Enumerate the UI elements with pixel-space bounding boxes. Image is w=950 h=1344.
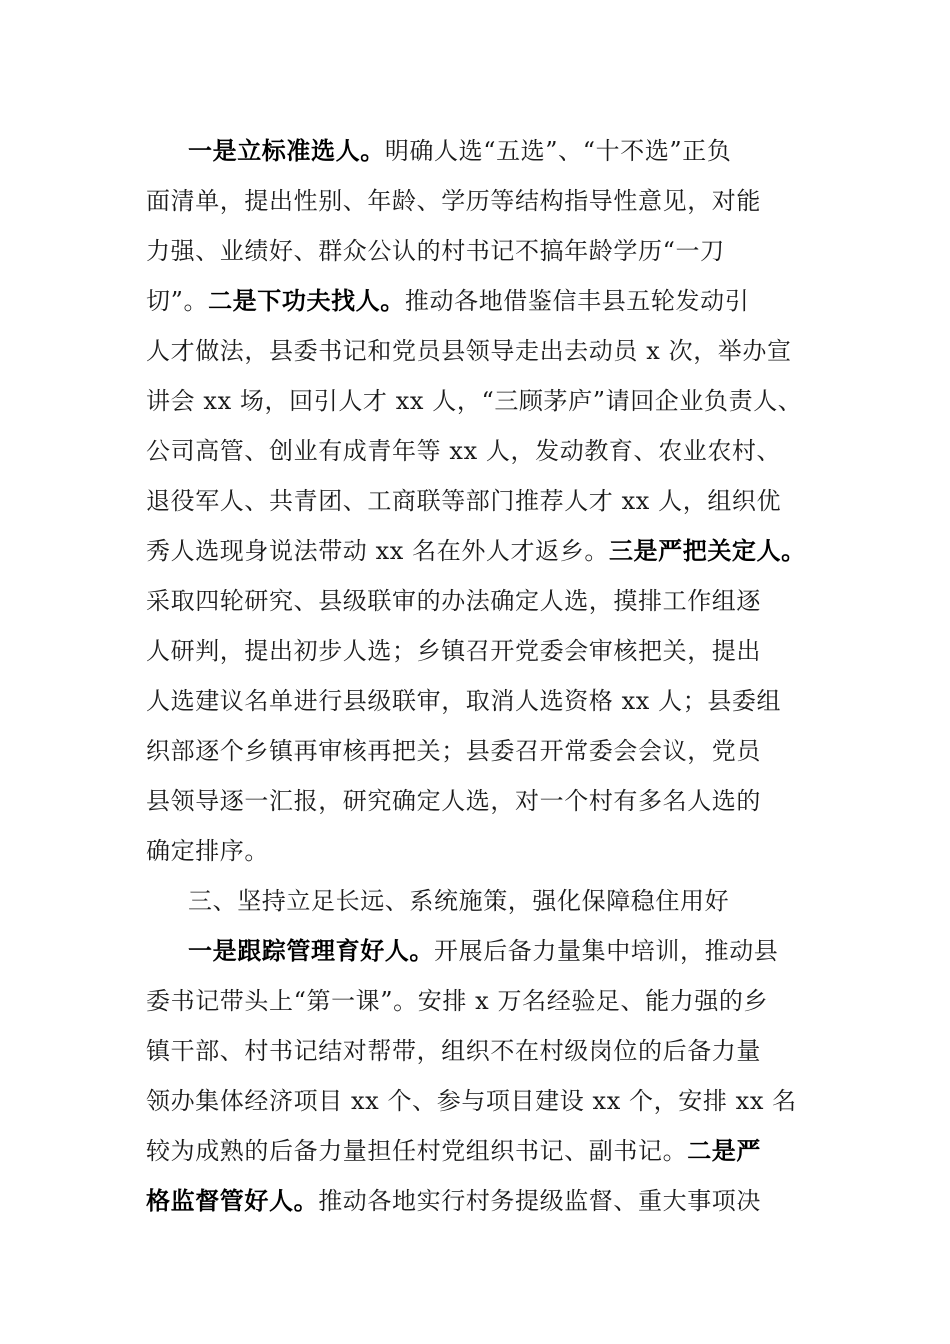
text-run: 推动各地实行村务提级监督、重大事项决 xyxy=(318,1187,762,1215)
paragraph-line xyxy=(146,1181,761,1221)
paragraph-line xyxy=(146,181,761,221)
paragraph-line xyxy=(146,381,802,421)
section-heading xyxy=(188,881,729,921)
paragraph-line xyxy=(146,631,761,671)
text-run: 较为成熟的后备力量担任村党组织书记、副书记。 xyxy=(146,1137,688,1165)
text-run: 织部逐个乡镇再审核再把关；县委召开常委会会议，党员 xyxy=(146,737,761,765)
text-run: 人选建议名单进行县级联审，取消人选资格 xx 人；县委组 xyxy=(146,687,782,715)
paragraph-line xyxy=(146,1081,797,1121)
paragraph-line xyxy=(146,481,781,521)
paragraph-line xyxy=(146,431,781,471)
paragraph-line xyxy=(146,831,269,871)
text-run: 秀人选现身说法带动 xx 名在外人才返乡。 xyxy=(146,537,609,565)
text-run: 县领导逐一汇报，研究确定人选，对一个村有多名人选的 xyxy=(146,787,761,815)
paragraph-line xyxy=(146,331,792,371)
bold-heading: 三是严把关定人。 xyxy=(608,537,806,565)
text-run: 委书记带头上“第一课”。安排 x 万名经验足、能力强的乡 xyxy=(146,987,769,1015)
text-run: 面清单，提出性别、年龄、学历等结构指导性意见，对能 xyxy=(146,187,761,215)
paragraph-line xyxy=(188,131,732,171)
paragraph-line xyxy=(146,531,806,571)
paragraph-line xyxy=(146,581,761,621)
text-run: 明确人选“五选”、“十不选”正负 xyxy=(384,137,732,165)
text-run: 切”。 xyxy=(146,287,209,315)
text-run: 力强、业绩好、群众公认的村书记不搞年龄学历“一刀 xyxy=(146,237,725,265)
paragraph-line xyxy=(146,231,725,271)
paragraph-line xyxy=(146,681,781,721)
text-run: 镇干部、村书记结对帮带，组织不在村级岗位的后备力量 xyxy=(146,1037,761,1065)
bold-heading: 二是严 xyxy=(687,1137,762,1165)
text-run: 三、坚持立足长远、系统施策，强化保障稳住用好 xyxy=(188,887,730,915)
paragraph-line xyxy=(146,281,749,321)
paragraph-line xyxy=(146,981,768,1021)
paragraph-line xyxy=(146,1131,761,1171)
text-run: 开展后备力量集中培训，推动县 xyxy=(434,937,779,965)
text-run: 确定排序。 xyxy=(146,837,269,865)
paragraph-line xyxy=(188,931,778,971)
text-run: 退役军人、共青团、工商联等部门推荐人才 xx 人，组织优 xyxy=(146,487,782,515)
text-run: 采取四轮研究、县级联审的办法确定人选，摸排工作组逐 xyxy=(146,587,761,615)
paragraph-line xyxy=(146,1031,761,1071)
text-run: 人才做法，县委书记和党员县领导走出去动员 x 次，举办宣 xyxy=(146,337,792,365)
text-run: 公司高管、创业有成青年等 xx 人，发动教育、农业农村、 xyxy=(146,437,782,465)
bold-heading: 一是立标准选人。 xyxy=(188,137,385,165)
bold-heading: 二是下功夫找人。 xyxy=(208,287,405,315)
text-run: 推动各地借鉴信丰县五轮发动引 xyxy=(404,287,750,315)
bold-heading: 格监督管好人。 xyxy=(146,1187,319,1215)
paragraph-line xyxy=(146,781,761,821)
bold-heading: 一是跟踪管理育好人。 xyxy=(188,937,434,965)
text-run: 领办集体经济项目 xx 个、参与项目建设 xx 个，安排 xx 名 xyxy=(146,1087,797,1115)
text-run: 讲会 xx 场，回引人才 xx 人，“三顾茅庐”请回企业负责人、 xyxy=(146,387,803,415)
paragraph-line xyxy=(146,731,761,771)
text-run: 人研判，提出初步人选；乡镇召开党委会审核把关，提出 xyxy=(146,637,761,665)
